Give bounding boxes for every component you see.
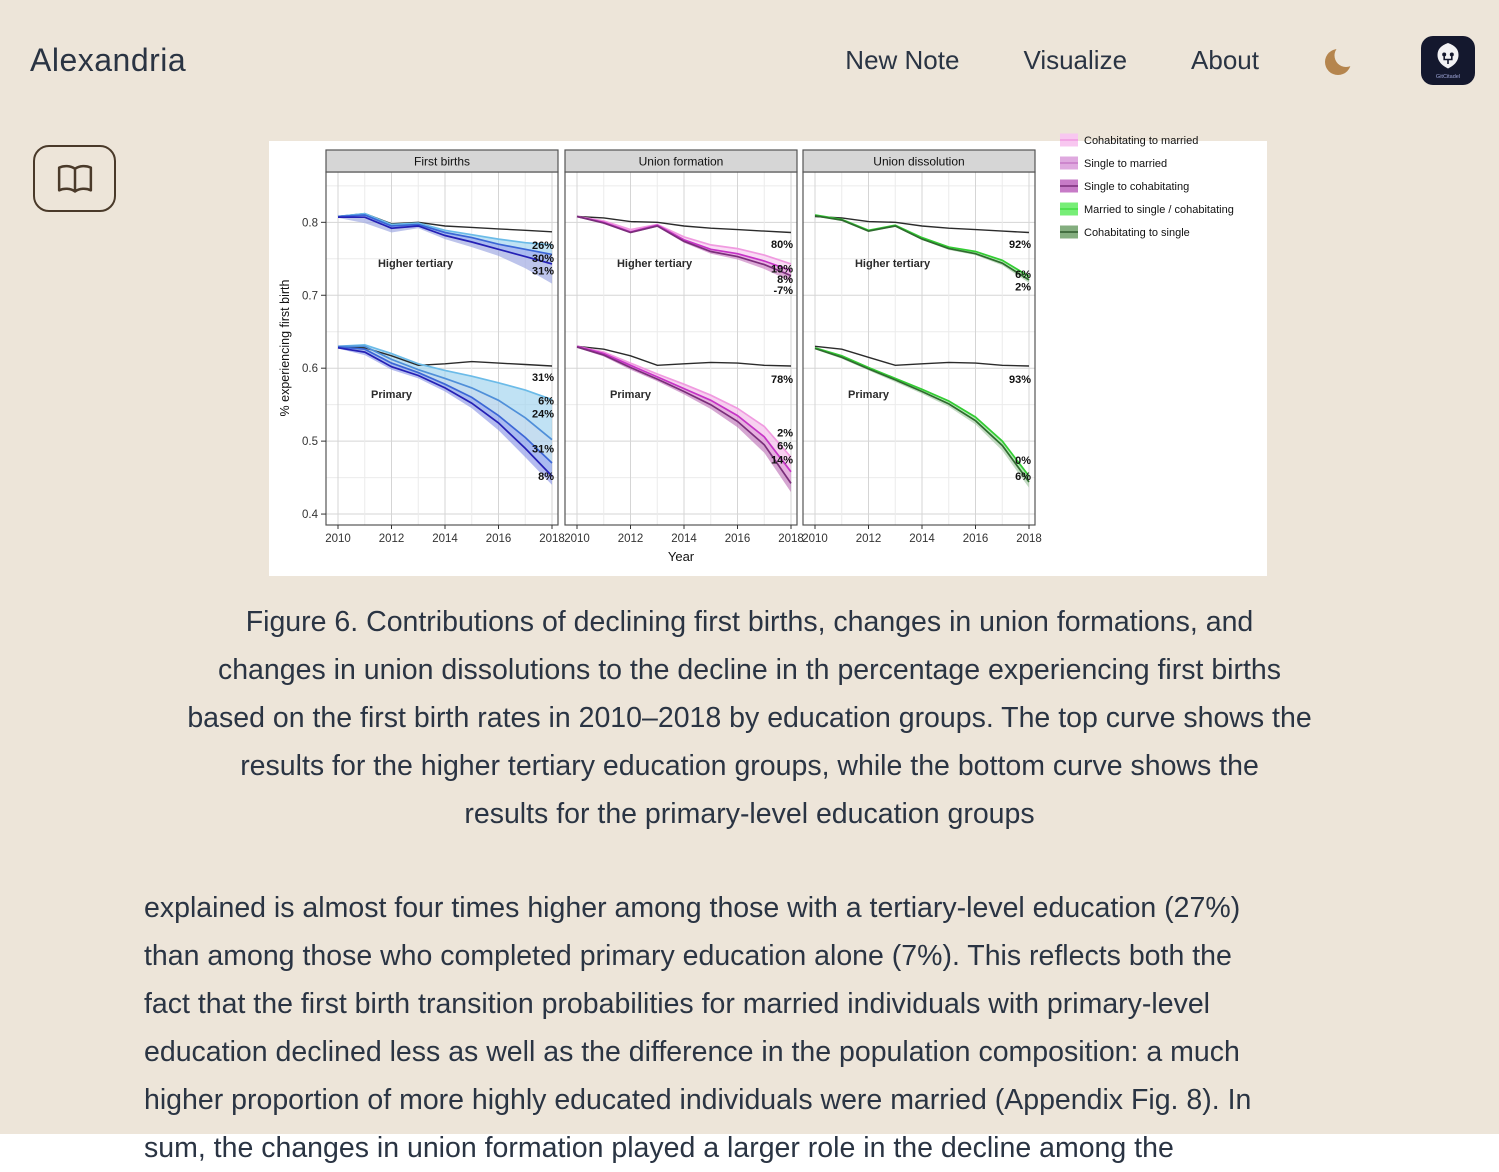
svg-text:2012: 2012 [617,533,644,545]
article-paragraph [144,884,1424,1172]
svg-text:Higher tertiary: Higher tertiary [854,257,931,270]
svg-text:31%: 31% [531,265,554,278]
caption-line: based on the first birth rates in 2010–2018 by education groups. The top curve shows the [187,702,1312,734]
caption-line: Figure 6. Contributions of declining first births, changes in union formations, and [245,606,1254,638]
main-nav [845,36,1475,85]
svg-text:2018: 2018 [1016,533,1042,545]
paragraph-line: explained is almost four times higher among those with a tertiary-level education (27%) [144,892,1241,924]
caption-line: results for the primary-level education groups [464,798,1035,830]
svg-text:0.7: 0.7 [302,290,318,303]
svg-text:2014: 2014 [432,533,458,545]
paragraph-line: education declined less as well as the difference in the population composition: a much [144,1036,1240,1068]
svg-text:-7%: -7% [773,285,793,298]
gitcitadel-logo-icon [1421,36,1475,85]
legend-label: Married to single / cohabitating [1084,204,1234,216]
moon-crescent-icon [1323,44,1357,78]
svg-text:2012: 2012 [855,533,882,545]
legend-label: Single to cohabitating [1084,181,1190,193]
svg-text:2018: 2018 [778,533,804,545]
svg-text:Higher tertiary: Higher tertiary [377,257,454,270]
svg-text:24%: 24% [531,408,554,421]
svg-text:Union dissolution: Union dissolution [873,154,965,169]
svg-text:Higher tertiary: Higher tertiary [616,257,693,270]
panel-union-dissolution [802,150,1042,545]
svg-text:Year: Year [667,549,695,564]
svg-text:26%: 26% [531,239,554,252]
svg-text:8%: 8% [777,274,793,287]
svg-text:6%: 6% [538,395,554,408]
svg-text:19%: 19% [770,263,793,276]
svg-text:2010: 2010 [325,533,351,545]
svg-text:6%: 6% [777,440,793,453]
panel-union-formation [564,150,804,545]
svg-text:31%: 31% [531,371,554,384]
paragraph-line: fact that the first birth transition probabilities for married individuals with primary-level [144,988,1211,1020]
svg-text:0.4: 0.4 [302,509,318,522]
nav-new-note[interactable]: New Note [845,45,960,75]
paragraph-line-clipped: sum, the changes in union formation played a larger role in the decline among the [144,1132,1174,1164]
svg-text:2010: 2010 [564,533,590,545]
svg-text:6%: 6% [1015,269,1031,282]
svg-text:2012: 2012 [378,533,405,545]
svg-text:80%: 80% [770,239,793,252]
paragraph-line: than among those who completed primary education alone (7%). This reflects both the [144,940,1232,972]
svg-text:0%: 0% [1015,455,1031,468]
svg-text:2014: 2014 [671,533,697,545]
svg-text:8%: 8% [538,471,554,484]
svg-text:78%: 78% [770,374,793,387]
svg-text:6%: 6% [1015,471,1031,484]
figure-chart [269,135,1267,576]
legend-label: Cohabitating to married [1084,135,1199,147]
svg-text:Primary: Primary [848,389,889,402]
figure-caption [105,598,1395,838]
svg-text:2018: 2018 [539,533,565,545]
paragraph-line: higher proportion of more highly educated individuals were married (Appendix Fig. 8). In [144,1084,1252,1116]
svg-text:Union formation: Union formation [638,154,724,169]
legend-label: Cohabitating to single [1084,227,1190,239]
svg-text:2010: 2010 [802,533,828,545]
svg-text:First births: First births [413,154,471,169]
svg-text:% experiencing first birth: % experiencing first birth [278,279,292,417]
svg-text:2016: 2016 [485,533,512,545]
svg-text:93%: 93% [1008,374,1031,387]
gitcitadel-logo[interactable] [1421,36,1475,85]
svg-text:92%: 92% [1008,239,1031,252]
svg-text:14%: 14% [770,454,793,467]
panel-first-births [325,150,565,545]
svg-text:2016: 2016 [962,533,989,545]
reader-book-button[interactable] [33,145,116,212]
svg-text:0.5: 0.5 [302,436,318,449]
book-icon [54,162,96,196]
svg-text:30%: 30% [531,253,554,266]
caption-line: results for the higher tertiary education groups, while the bottom curve shows the [240,750,1259,782]
caption-line: changes in union dissolutions to the decline in th percentage experiencing first births [217,654,1282,686]
nav-visualize[interactable]: Visualize [1023,45,1128,75]
svg-text:2%: 2% [777,427,793,440]
brand-title[interactable]: Alexandria [30,42,187,78]
svg-text:0.8: 0.8 [302,217,318,230]
svg-text:2014: 2014 [909,533,935,545]
svg-text:0.6: 0.6 [302,363,318,376]
svg-text:2%: 2% [1015,281,1031,294]
legend-label: Single to married [1084,158,1168,170]
svg-text:31%: 31% [531,443,554,456]
moon-icon[interactable] [1323,44,1357,78]
nav-about[interactable]: About [1191,45,1259,75]
svg-text:GitCitadel: GitCitadel [1435,74,1461,80]
svg-text:2016: 2016 [724,533,751,545]
figure-panel [269,135,1267,576]
svg-text:Primary: Primary [371,389,412,402]
svg-text:Primary: Primary [610,389,651,402]
